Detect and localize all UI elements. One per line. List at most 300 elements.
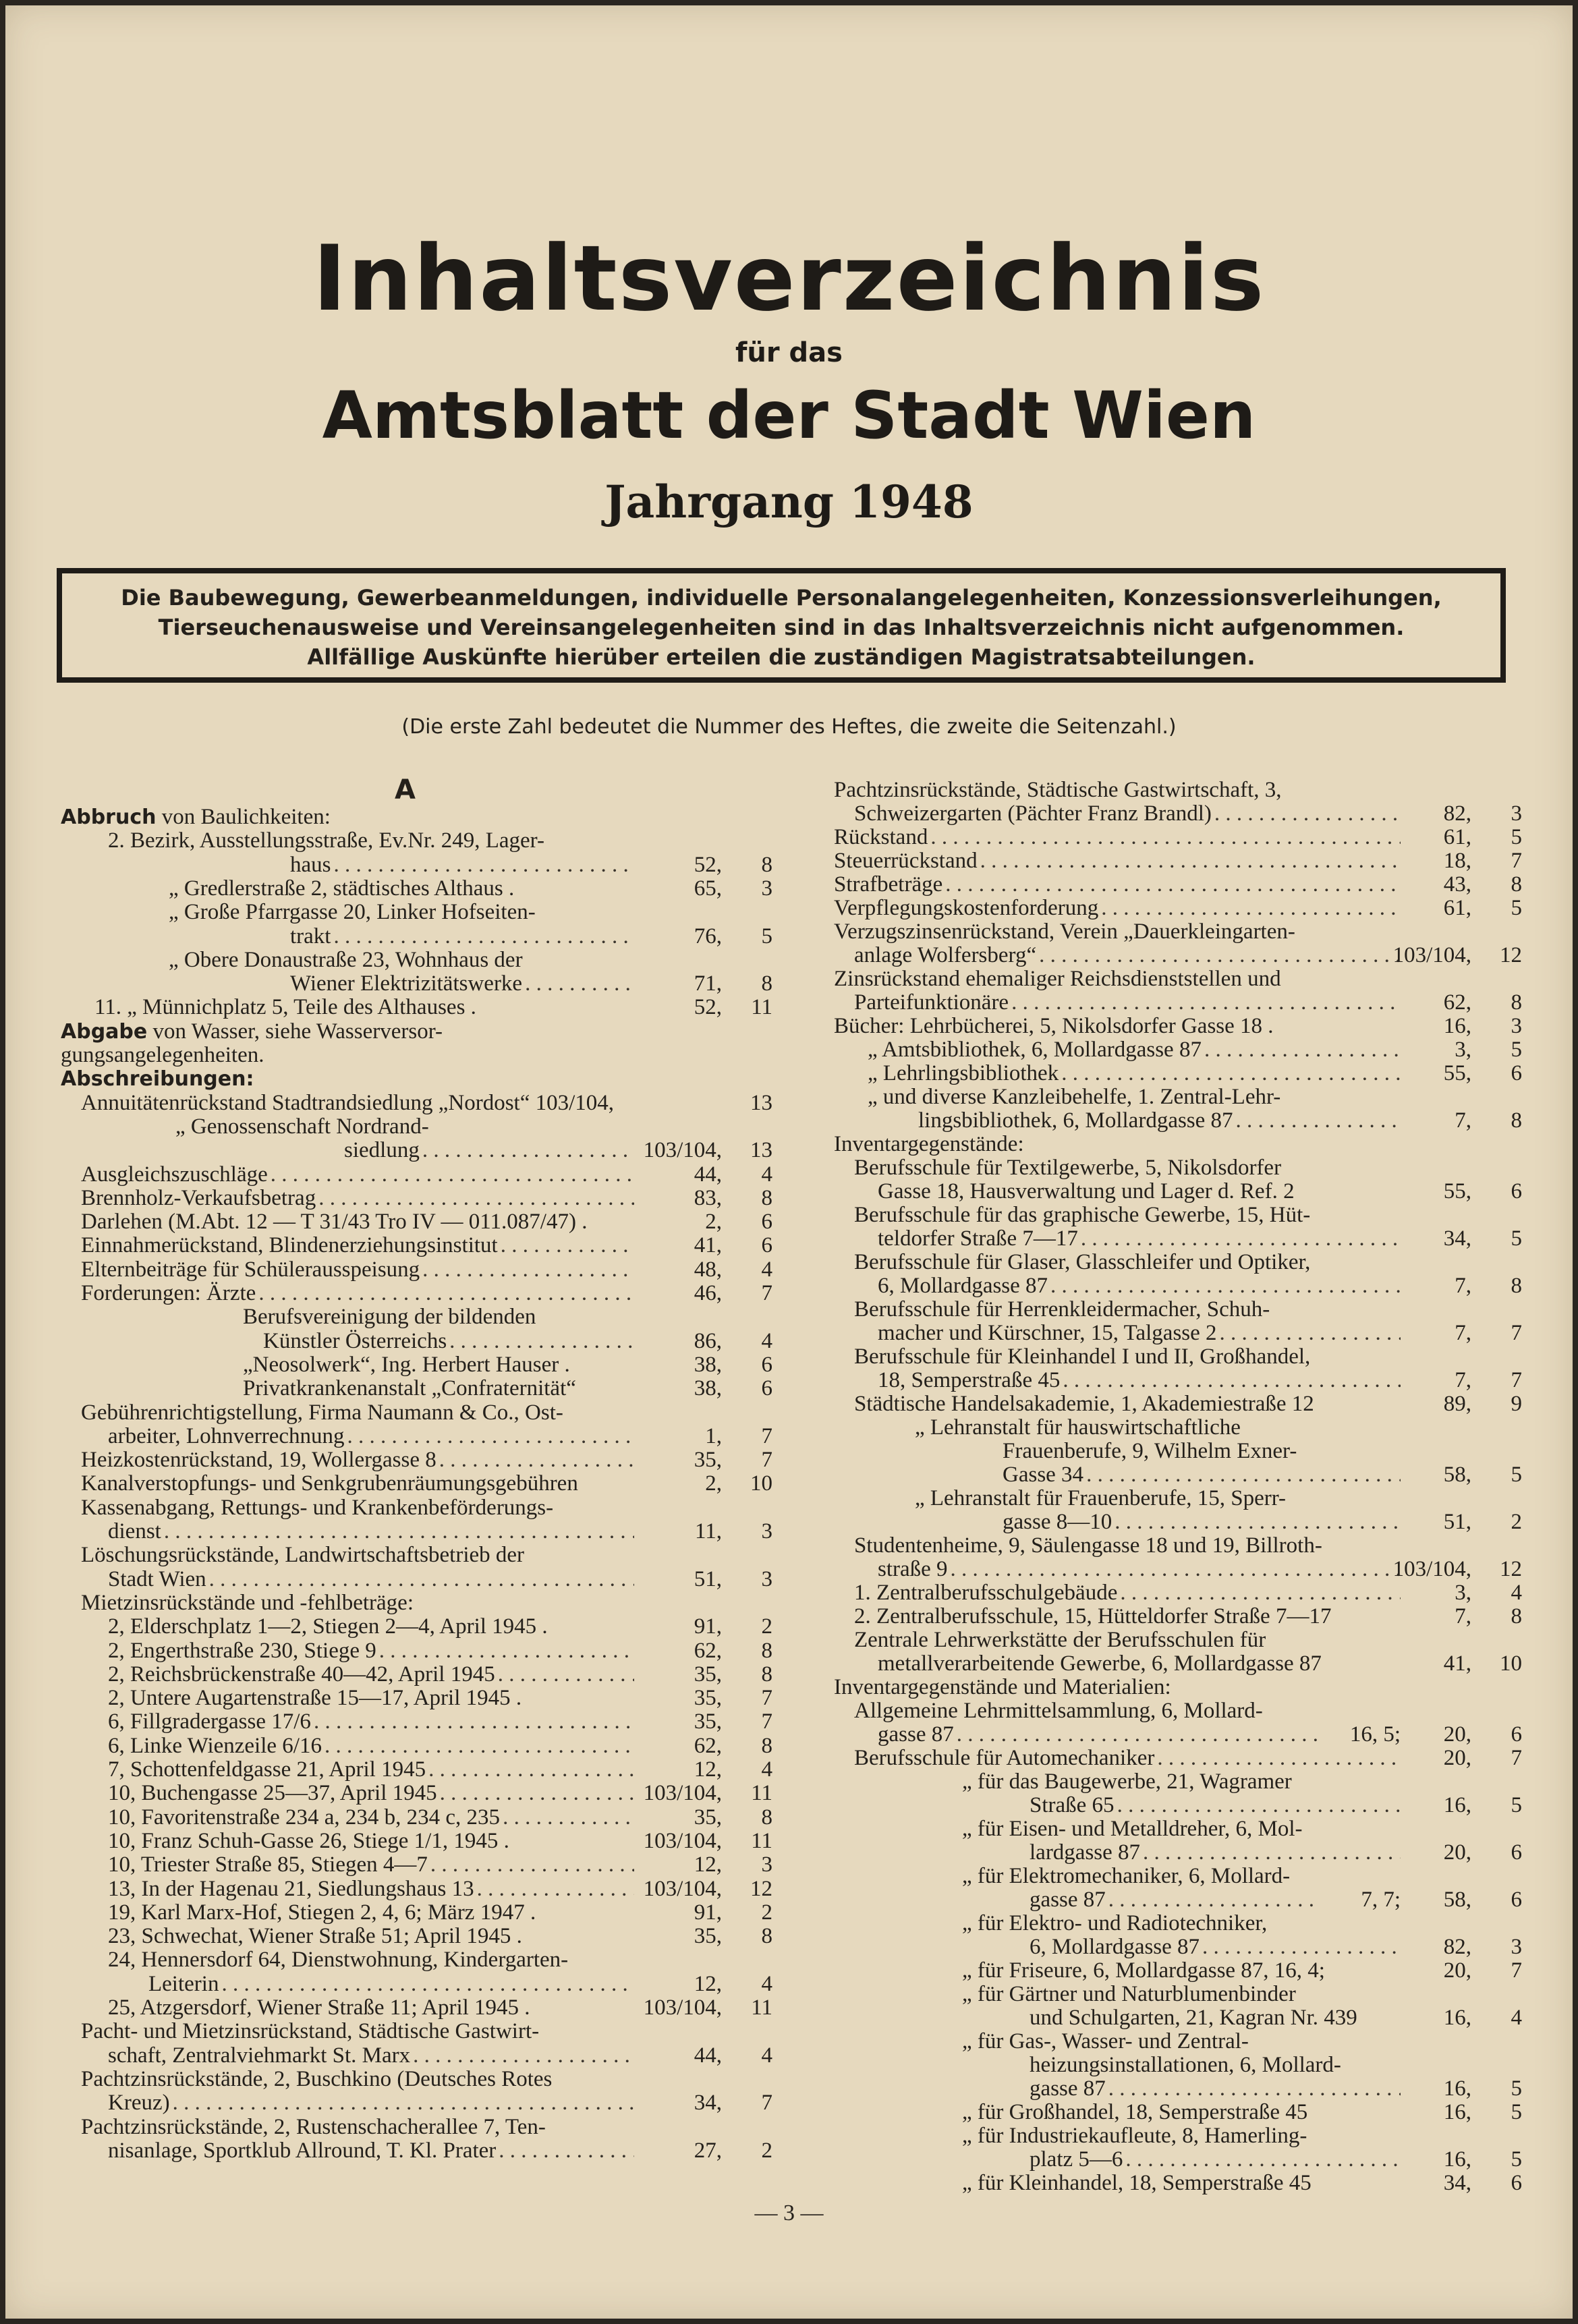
index-entry <box>81 1496 634 1520</box>
entry-text: Forderungen: Ärzte <box>81 1281 256 1305</box>
notice-line: Tierseuchenausweise und Vereinsangelegenheiten sind in das Inhaltsverzeichnis nicht aufgenommen. <box>158 615 1405 640</box>
issue-number: 11, <box>694 1519 722 1543</box>
entry-text: 18, Semperstraße 45 <box>878 1368 1061 1392</box>
issue-number: 76, <box>694 924 722 948</box>
entry-text: lingsbibliothek, 6, Mollardgasse 87 <box>918 1108 1233 1133</box>
index-entry <box>108 1519 634 1543</box>
page-number-ref: 3 <box>1511 801 1522 826</box>
entry-text: „ für Elektromechaniker, 6, Mollard- <box>962 1864 1291 1888</box>
index-entry <box>61 1019 634 1044</box>
issue-number: 51, <box>694 1566 722 1591</box>
index-entry <box>108 1639 634 1663</box>
page-number-ref: 20, <box>1443 1746 1471 1770</box>
issue-number: 46, <box>694 1281 722 1305</box>
index-entry <box>108 1662 634 1687</box>
entry-text: „ für Elektro- und Radiotechniker, <box>962 1911 1268 1935</box>
index-entry <box>854 1156 1401 1180</box>
issue-number: 48, <box>694 1257 722 1282</box>
entry-text: 11. „ Münnichplatz 5, Teile des Althauses . <box>94 995 476 1020</box>
entry-text: Pacht- und Mietzinsrückstand, Städtische Gastwirt- <box>81 2019 540 2044</box>
page-number-ref: 34, <box>1443 2171 1471 2195</box>
index-entry <box>94 995 634 1019</box>
subtitle-fuer: für das <box>735 337 843 368</box>
entry-text: 10, Favoritenstraße 234 a, 234 b, 234 c, 235 <box>108 1805 501 1830</box>
index-entry <box>1003 1439 1401 1463</box>
page-number-ref: 7 <box>1511 1368 1522 1392</box>
issue-number: 38, <box>694 1376 722 1401</box>
index-entry <box>962 2100 1401 2124</box>
index-entry <box>290 971 634 996</box>
issue-number: 16, <box>1443 1014 1471 1038</box>
page-number: — 3 — <box>754 2201 824 2226</box>
issue-number: 2, <box>705 1471 722 1496</box>
entry-text: 10, Buchengasse 25—37, April 1945 <box>108 1781 437 1806</box>
issue-number: 12, <box>694 1757 722 1782</box>
entry-text: Frauenberufe, 9, Wilhelm Exner- <box>1003 1439 1297 1463</box>
jahrgang-heading: Jahrgang 1948 <box>604 476 974 528</box>
issue-number: 103/104, <box>643 1138 722 1163</box>
page-number-ref: 8 <box>761 1924 772 1949</box>
issue-number: 103/104, <box>643 1876 722 1901</box>
page-number-ref: 7 <box>1511 1321 1522 1345</box>
issue-number: 3, <box>1455 1581 1471 1605</box>
entry-text: Ausgleichszuschläge <box>81 1162 268 1187</box>
entry-text: 25, Atzgersdorf, Wiener Straße 11; April 1945 . <box>108 1995 530 2020</box>
issue-number: 61, <box>1443 896 1471 920</box>
issue-number: 51, <box>1443 1510 1471 1534</box>
intro-note: (Die erste Zahl bedeutet die Nummer des Heftes, die zweite die Seitenzahl.) <box>401 715 1177 739</box>
entry-text: Löschungsrückstände, Landwirtschaftsbetrieb der <box>81 1543 525 1568</box>
entry-text: Allgemeine Lehrmittelsammlung, 6, Mollard- <box>854 1699 1263 1723</box>
index-entry <box>108 1995 634 2020</box>
page-number-ref: 8 <box>1511 990 1522 1015</box>
page-number-ref: 6 <box>1511 1179 1522 1203</box>
index-entry <box>81 1233 634 1257</box>
index-entry <box>108 1734 634 1758</box>
issue-number: 7, <box>1455 1321 1471 1345</box>
index-entry <box>854 1297 1401 1322</box>
page-number-ref: 16, <box>1443 2100 1471 2124</box>
entry-text: 10, Franz Schuh-Gasse 26, Stiege 1/1, 1945 . <box>108 1828 509 1853</box>
index-entry <box>854 1746 1401 1770</box>
leader-dots <box>268 1162 634 1187</box>
page-number-ref: 2 <box>761 2138 772 2163</box>
entry-text: „ für Großhandel, 18, Semperstraße 45 <box>962 2100 1308 2124</box>
leader-dots <box>928 825 1401 849</box>
index-entry <box>878 1722 1320 1747</box>
leader-dots <box>256 1281 634 1305</box>
page-number-ref: 11 <box>751 1995 772 2020</box>
issue-number: 35, <box>694 1662 722 1687</box>
issue-number: 61, <box>1443 825 1471 849</box>
issue-number: 35, <box>694 1448 722 1473</box>
index-entry <box>834 1014 1401 1038</box>
index-entry <box>868 1085 1401 1109</box>
issue-number: 41, <box>694 1233 722 1258</box>
issue-number: 55, <box>1443 1179 1471 1203</box>
entry-text: Annuitätenrückstand Stadtrandsiedlung „Nordost“ 103/104, <box>81 1090 615 1115</box>
index-entry <box>878 1226 1401 1251</box>
page-number-ref: 16, <box>1443 1793 1471 1817</box>
index-entry <box>243 1353 634 1377</box>
entry-text: 23, Schwechat, Wiener Straße 51; April 1945 . <box>108 1924 522 1949</box>
index-entry <box>854 1604 1401 1628</box>
entry-text: 2, Reichsbrückenstraße 40—42, April 1945 <box>108 1662 495 1687</box>
leader-dots <box>161 1519 634 1543</box>
issue-number: 35, <box>694 1805 722 1830</box>
page-number-ref: 12 <box>1500 1557 1522 1581</box>
page-number-ref: 4 <box>1511 2006 1522 2030</box>
index-entry <box>834 872 1401 897</box>
index-entry <box>834 919 1401 944</box>
issue-number: 91, <box>694 1614 722 1639</box>
entry-text: gasse 8—10 <box>1003 1510 1112 1534</box>
index-entry <box>962 2171 1401 2195</box>
entry-text: „ für Kleinhandel, 18, Semperstraße 45 <box>962 2171 1312 2195</box>
index-entry <box>61 805 634 829</box>
page-number-ref: 8 <box>761 1662 772 1687</box>
entry-text: Elternbeiträge für Schülerausspeisung <box>81 1257 420 1282</box>
index-entry <box>290 853 634 877</box>
index-entry <box>81 1210 634 1234</box>
entry-text: Leiterin <box>148 1971 219 1996</box>
page-number-ref: 8 <box>761 1638 772 1663</box>
issue-number: 55, <box>1443 1061 1471 1085</box>
entry-text: Berufsschule für das graphische Gewerbe, 15, Hüt- <box>854 1203 1311 1227</box>
entry-text: „ Gredlerstraße 2, städtisches Althaus . <box>169 876 515 901</box>
page-number-ref: 4 <box>761 1757 772 1782</box>
issue-number: 35, <box>694 1709 722 1734</box>
index-entry <box>854 1392 1401 1416</box>
index-entry <box>175 1114 634 1139</box>
index-entry <box>108 1424 634 1448</box>
page-number-ref: 6 <box>1511 1888 1522 1912</box>
entry-text: Parteifunktionäre <box>854 990 1009 1015</box>
page-number-ref: 8 <box>761 1805 772 1830</box>
entry-text: heizungsinstallationen, 6, Mollard- <box>1030 2053 1341 2077</box>
issue-number: 1, <box>705 1423 722 1448</box>
index-entry <box>962 1864 1401 1888</box>
entry-text: Straße 65 <box>1030 1793 1115 1817</box>
entry-text: gasse 87 <box>1030 2076 1106 2101</box>
entry-text: Darlehen (M.Abt. 12 — T 31/43 Tro IV — 011.087/47) . <box>81 1210 588 1235</box>
entry-text: 24, Hennersdorf 64, Dienstwohnung, Kindergarten- <box>108 1948 569 1973</box>
page-number-ref: 82, <box>1443 1935 1471 1959</box>
page-number-ref: 11 <box>751 1781 772 1806</box>
index-entry <box>834 778 1401 802</box>
page-number-ref: 7 <box>761 1686 772 1711</box>
index-entry <box>854 1250 1401 1274</box>
page-number-ref: 5 <box>1511 896 1522 920</box>
issue-number: 7, 7; <box>1361 1888 1401 1912</box>
entry-text: Steuerrückstand <box>834 849 978 873</box>
entry-text: „ Genossenschaft Nordrand- <box>175 1114 429 1139</box>
index-entry <box>962 2029 1401 2053</box>
issue-number: 65, <box>694 876 722 901</box>
entry-text: Städtische Handelsakademie, 1, Akademiestraße 12 <box>854 1392 1314 1416</box>
index-entry <box>834 896 1401 920</box>
issue-number: 103/104, <box>643 1781 722 1806</box>
index-entry <box>108 1567 634 1591</box>
index-entry <box>81 2115 634 2139</box>
index-entry <box>915 1486 1401 1510</box>
index-entry <box>108 1948 634 1972</box>
index-entry <box>108 2091 634 2115</box>
index-entry <box>81 2067 634 2091</box>
entry-text: Berufsschule für Textilgewerbe, 5, Nikolsdorfer <box>854 1156 1282 1180</box>
page-number-ref: 7 <box>761 1709 772 1734</box>
index-entry <box>962 2124 1401 2148</box>
index-entry <box>918 1108 1401 1133</box>
notice-line: Die Baubewegung, Gewerbeanmeldungen, individuelle Personalangelegenheiten, Konzessionsverleihungen, <box>121 585 1442 611</box>
index-entry <box>81 2019 634 2043</box>
page-number-ref: 10 <box>750 1471 772 1496</box>
page-number-ref: 7 <box>761 2091 772 2116</box>
entry-text: Rückstand <box>834 825 928 849</box>
entry-text: trakt <box>290 924 331 948</box>
page-number-ref: 11 <box>751 995 772 1020</box>
entry-text: Heizkostenrückstand, 19, Wollergasse 8 <box>81 1448 436 1473</box>
entry-text: „ für Gärtner und Naturblumenbinder <box>962 1982 1296 2006</box>
issue-number: 34, <box>1443 1226 1471 1251</box>
page-number-ref: 6 <box>761 1210 772 1235</box>
entry-text: „ Amtsbibliothek, 6, Mollardgasse 87 <box>868 1038 1202 1062</box>
entry-text: 2. Bezirk, Ausstellungsstraße, Ev.Nr. 249, Lager- <box>108 828 544 853</box>
leader-dots <box>942 872 1401 897</box>
issue-number: 43, <box>1443 872 1471 897</box>
issue-number: 62, <box>1443 990 1471 1015</box>
index-entry <box>108 2043 634 2068</box>
index-entry <box>878 1321 1401 1345</box>
page-number-ref: 5 <box>1511 2100 1522 2124</box>
page-title: Inhaltsverzeichnis <box>312 226 1266 331</box>
entry-text: „Neosolwerk“, Ing. Herbert Hauser . <box>243 1352 570 1377</box>
index-entry <box>108 1709 634 1734</box>
issue-number: 27, <box>694 2138 722 2163</box>
index-entry <box>854 1628 1401 1652</box>
issue-number: 12, <box>694 1971 722 1996</box>
entry-text: „ Lehranstalt für hauswirtschaftliche <box>915 1415 1241 1440</box>
index-entry <box>108 1852 634 1877</box>
entry-text: Mietzinsrückstände und -fehlbeträge: <box>81 1590 414 1615</box>
entry-text: Kanalverstopfungs- und Senkgrubenräumungsgebühren <box>81 1471 578 1496</box>
entry-text: Berufsschule für Kleinhandel I und II, Großhandel, <box>854 1344 1311 1369</box>
issue-number: 44, <box>694 1162 722 1187</box>
page-number-ref: 5 <box>1511 2147 1522 2172</box>
page-number-ref: 16, <box>1443 2006 1471 2030</box>
entry-text: gungsangelegenheiten. <box>61 1043 264 1067</box>
subtitle-amtsblatt: Amtsblatt der Stadt Wien <box>322 378 1256 453</box>
page-number-ref: 8 <box>761 971 772 996</box>
page-number-ref: 7 <box>761 1448 772 1473</box>
index-entry <box>834 825 1401 849</box>
entry-text: Privatkrankenanstalt „Confraternität“ <box>243 1376 576 1401</box>
issue-number: 52, <box>694 995 722 1020</box>
issue-number: 103/104, <box>643 1828 722 1853</box>
issue-number: 62, <box>694 1638 722 1663</box>
notice-line: Allfällige Auskünfte hierüber erteilen die zuständigen Magistratsabteilungen. <box>307 644 1256 670</box>
entry-text: Gebührenrichtigstellung, Firma Naumann & Co., Ost- <box>81 1400 563 1425</box>
index-entry <box>108 2138 634 2163</box>
leader-dots <box>219 1972 634 1996</box>
index-entry <box>1030 2053 1401 2077</box>
entry-text: Abschreibungen: <box>61 1067 254 1092</box>
entry-text: Strafbeträge <box>834 872 943 897</box>
page-number-ref: 6 <box>761 1233 772 1258</box>
index-entry <box>108 828 634 853</box>
index-entry <box>148 1972 634 1996</box>
index-entry <box>81 1591 634 1615</box>
index-entry <box>834 967 1401 991</box>
index-entry <box>243 1376 634 1400</box>
entry-text: 7, Schottenfeldgasse 21, April 1945 <box>108 1757 426 1782</box>
index-entry <box>834 849 1401 873</box>
page-number-ref: 7 <box>1511 1958 1522 1983</box>
entry-text: Pachtzinsrückstände, 2, Rustenschacherallee 7, Ten- <box>81 2114 546 2139</box>
issue-number: 7, <box>1455 1274 1471 1298</box>
entry-text: macher und Kürschner, 15, Talgasse 2 <box>878 1321 1217 1345</box>
page-number-ref: 20, <box>1443 1840 1471 1865</box>
issue-number: 7, <box>1455 1108 1471 1133</box>
issue-number: 103/104, <box>1392 1557 1471 1581</box>
index-entry <box>108 1614 634 1639</box>
entry-text: „ Große Pfarrgasse 20, Linker Hofseiten- <box>169 900 536 925</box>
entry-text: „ Lehrlingsbibliothek <box>868 1061 1059 1085</box>
index-entry <box>854 801 1401 826</box>
entry-text: Verzugszinsenrückstand, Verein „Dauerkleingarten- <box>834 919 1295 944</box>
index-entry <box>854 990 1401 1015</box>
index-entry <box>108 1781 634 1805</box>
page-number-ref: 4 <box>761 1162 772 1187</box>
page-number-ref: 3 <box>761 1519 772 1543</box>
leader-dots <box>954 1722 1320 1747</box>
entry-text: platz 5—6 <box>1030 2147 1123 2172</box>
entry-text: 6, Mollardgasse 87 <box>1030 1935 1200 1959</box>
entry-text: Brennholz-Verkaufsbetrag <box>81 1185 316 1210</box>
index-entry <box>243 1305 634 1329</box>
entry-text: „ und diverse Kanzleibehelfe, 1. Zentral-Lehr- <box>868 1085 1281 1109</box>
entry-text: Abgabe von Wasser, siehe Wasserversor- <box>61 1019 443 1044</box>
page-number-ref: 5 <box>1511 1038 1522 1062</box>
entry-text: 6, Mollardgasse 87 <box>878 1274 1048 1298</box>
page-number-ref: 13 <box>750 1090 772 1115</box>
entry-text: 13, In der Hagenau 21, Siedlungshaus 13 <box>108 1876 474 1901</box>
issue-number: 35, <box>694 1686 722 1711</box>
issue-number: 7, <box>1455 1368 1471 1392</box>
issue-number: 34, <box>694 2091 722 2116</box>
page-number-ref: 20, <box>1443 1722 1471 1747</box>
index-entry <box>962 1958 1401 1983</box>
page-number-ref: 58, <box>1443 1888 1471 1912</box>
index-entry <box>834 1132 1401 1156</box>
index-entry <box>169 900 634 924</box>
entry-text: 1. Zentralberufsschulgebäude <box>854 1581 1118 1605</box>
entry-text: Bücher: Lehrbücherei, 5, Nikolsdorfer Gasse 18 . <box>834 1014 1274 1038</box>
page-number-ref: 8 <box>1511 1274 1522 1298</box>
index-entry <box>61 1043 634 1067</box>
page-number-ref: 4 <box>1511 1581 1522 1605</box>
page-number-ref: 7 <box>761 1281 772 1305</box>
index-entry <box>290 924 634 948</box>
index-entry <box>108 1924 634 1948</box>
entry-text: 2, Elderschplatz 1—2, Stiegen 2—4, April 1945 . <box>108 1614 548 1639</box>
page-number-ref: 9 <box>1511 1392 1522 1416</box>
issue-number: 52, <box>694 852 722 877</box>
section-letter: A <box>395 774 416 805</box>
index-entry <box>854 1533 1401 1558</box>
entry-text: Zentrale Lehrwerkstätte der Berufsschulen für <box>854 1628 1266 1652</box>
page-number-ref: 3 <box>761 876 772 901</box>
index-entry <box>108 1805 634 1830</box>
page-number-ref: 5 <box>761 924 772 948</box>
issue-number: 3, <box>1455 1038 1471 1062</box>
entry-text: 19, Karl Marx-Hof, Stiegen 2, 4, 6; März 1947 . <box>108 1900 536 1925</box>
index-entry <box>854 1581 1401 1605</box>
entry-text: Pachtzinsrückstände, 2, Buschkino (Deutsches Rotes <box>81 2066 553 2091</box>
index-entry <box>108 1877 634 1901</box>
issue-number: 2, <box>705 1210 722 1235</box>
index-entry <box>878 1274 1401 1298</box>
index-entry <box>81 1186 634 1210</box>
page-number-ref: 11 <box>751 1828 772 1853</box>
entry-text: Berufsvereinigung der bildenden <box>243 1305 536 1330</box>
entry-text: Kassenabgang, Rettungs- und Krankenbeförderungs- <box>81 1495 554 1520</box>
issue-number: 89, <box>1443 1392 1471 1416</box>
notice-box <box>57 568 1506 683</box>
entry-text: nisanlage, Sportklub Allround, T. Kl. Prater <box>108 2138 497 2163</box>
issue-number: 62, <box>694 1733 722 1758</box>
entry-text: „ für Industriekaufleute, 8, Hamerling- <box>962 2124 1307 2148</box>
entry-text: Inventargegenstände und Materialien: <box>834 1675 1171 1699</box>
page-number-ref: 2 <box>761 1614 772 1639</box>
index-entry <box>81 1400 634 1425</box>
page-number-ref: 16, <box>1443 2147 1471 2172</box>
index-entry <box>81 1448 634 1472</box>
index-entry <box>854 1203 1401 1227</box>
page-number-ref: 4 <box>761 2043 772 2068</box>
entry-text: 2. Zentralberufsschule, 15, Hütteldorfer Straße 7—17 <box>854 1604 1332 1628</box>
index-entry <box>962 1911 1401 1935</box>
index-entry <box>108 1829 634 1853</box>
page-number-ref: 8 <box>761 852 772 877</box>
entry-text: Kreuz) <box>108 2091 170 2116</box>
entry-text: straße 9 <box>878 1557 948 1581</box>
issue-number: 83, <box>694 1185 722 1210</box>
page-number-ref: 4 <box>761 1971 772 1996</box>
page-number-ref: 20, <box>1443 1958 1471 1983</box>
page-number-ref: 8 <box>1511 1604 1522 1628</box>
entry-text: Pachtzinsrückstände, Städtische Gastwirtschaft, 3, <box>834 778 1282 802</box>
entry-text: Verpflegungskostenforderung <box>834 896 1099 920</box>
entry-text: „ Obere Donaustraße 23, Wohnhaus der <box>169 947 523 972</box>
index-entry <box>81 1257 634 1282</box>
issue-number: 35, <box>694 1924 722 1949</box>
entry-text: gasse 87 <box>1030 1888 1106 1912</box>
entry-text: Berufsschule für Glaser, Glasschleifer und Optiker, <box>854 1250 1311 1274</box>
index-entry <box>878 1651 1401 1676</box>
entry-text: 6, Linke Wienzeile 6/16 <box>108 1733 322 1758</box>
page-number-ref: 3 <box>761 1852 772 1877</box>
index-entry <box>878 1179 1401 1203</box>
entry-text: Einnahmerückstand, Blindenerziehungsinstitut <box>81 1233 498 1258</box>
page-number-ref: 8 <box>761 1185 772 1210</box>
entry-text: dienst <box>108 1519 161 1543</box>
entry-text: gasse 87 <box>878 1722 954 1747</box>
index-entry <box>61 1067 634 1091</box>
index-entry <box>263 1329 634 1353</box>
index-entry <box>81 1281 634 1305</box>
page-number-ref: 6 <box>1511 1840 1522 1865</box>
